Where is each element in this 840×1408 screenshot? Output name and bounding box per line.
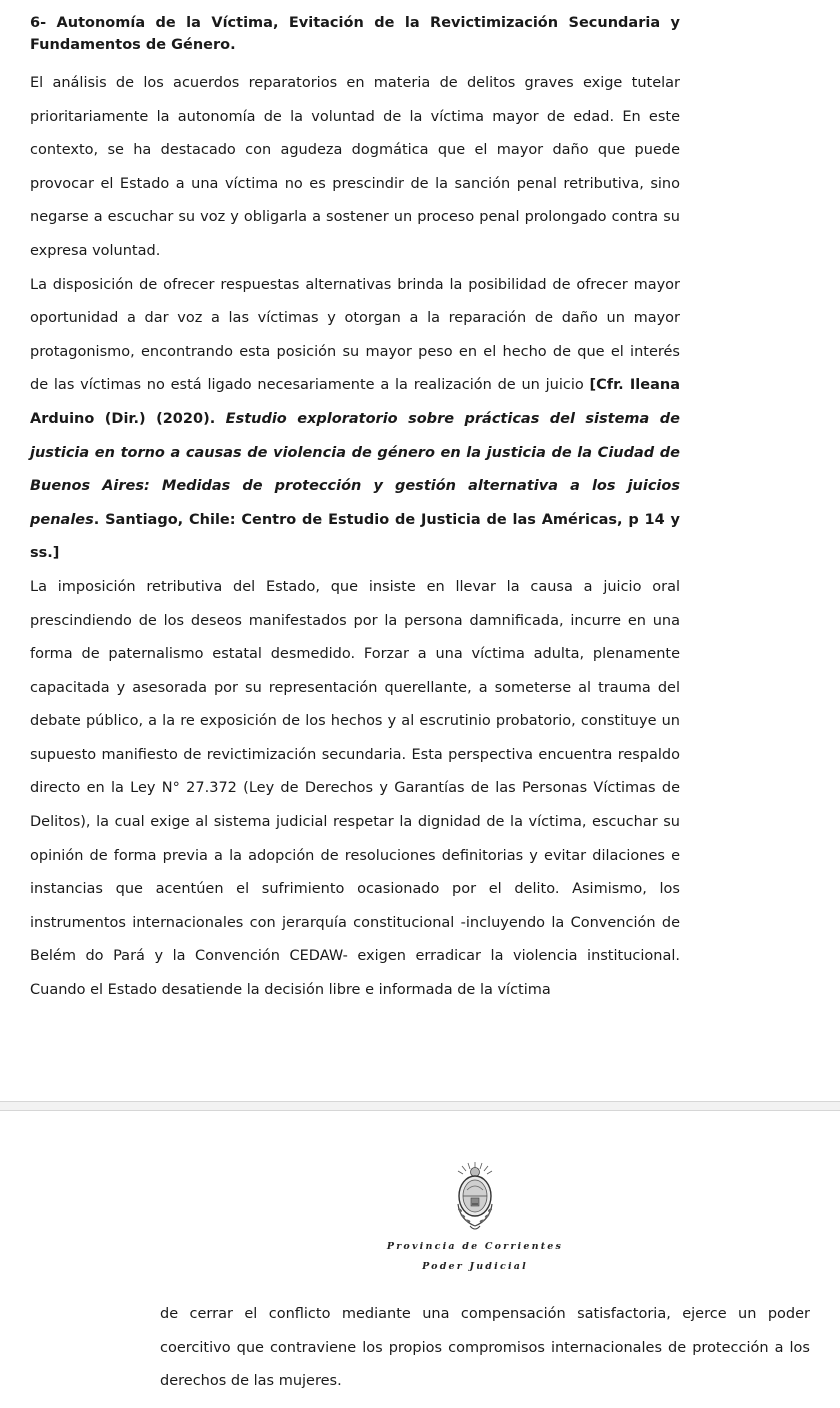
- citation-title: Estudio exploratorio sobre prácticas del sistema de justicia en torno a causas de violencia de género en la justicia de la Ciudad de Buenos Aires: Medidas de protección y gestión alternativa a los juicios penales: [30, 410, 680, 528]
- section-heading: 6- Autonomía de la Víctima, Evitación de la Revictimización Secundaria y Fundamentos de Género.: [30, 15, 680, 53]
- body-text: [30, 67, 680, 1008]
- letterhead-judiciary: Poder Judicial: [422, 1261, 528, 1272]
- citation-publisher: . Santiago, Chile: Centro de Estudio de Justicia de las Américas, p 14 y ss.]: [30, 511, 680, 562]
- coat-of-arms-icon: [452, 1160, 498, 1234]
- paragraph-autonomy: El análisis de los acuerdos reparatorios en materia de delitos graves exige tutelar prioritariamente la autonomía de la voluntad de la víctima mayor de edad. En este contexto, se ha destacado con agudeza dogmática que el mayor daño que puede provocar el Estado a una víctima no es prescindir de la sanción penal retributiva, sino negarse a escuchar su voz y obligarla a sostener un proceso penal prolongado contra su expresa voluntad.: [30, 75, 680, 259]
- paragraph-alternatives: [30, 269, 680, 571]
- page-break: [0, 1101, 840, 1111]
- letterhead-province: Provincia de Corrientes: [386, 1241, 564, 1252]
- citation-author: [Cfr. Ileana Arduino (Dir.) (2020).: [30, 377, 680, 427]
- paragraph-continuation: de cerrar el conflicto mediante una compensación satisfactoria, ejerce un poder coercitivo que contraviene los propios compromisos internacionales de protección a los derechos de las mujeres.: [160, 1306, 810, 1390]
- paragraph-alternatives-text: La disposición de ofrecer respuestas alternativas brinda la posibilidad de ofrecer mayor oportunidad a dar voz a las víctimas y otorgan a la reparación de daño un mayor protagonismo, encontrando esta posición su mayor peso en el hecho de que el interés de las víctimas no está ligado necesariamente a la realización de un juicio: [30, 276, 680, 394]
- paragraph-revictimization: La imposición retributiva del Estado, que insiste en llevar la causa a juicio oral prescindiendo de los deseos manifestados por la persona damnificada, incurre en una forma de paternalismo estatal desmedido. Forzar a una víctima adulta, plenamente capacitada y asesorada por su representación querellante, a someterse al trauma del debate público, a la re exposición de los hechos y al escrutinio probatorio, constituye un supuesto manifiesto de revictimización secundaria. Esta perspectiva encuentra respaldo directo en la Ley N° 27.372 (Ley de Derechos y Garantías de las Personas Víctimas de Delitos), la cual exige al sistema judicial respetar la dignidad de la víctima, escuchar su opinión de forma previa a la adopción de resoluciones definitorias y evitar dilaciones e instancias que acentúen el sufrimiento ocasionado por el delito. Asimismo, los instrumentos internacionales con jerarquía constitucional -incluyendo la Convención de Belém do Pará y la Convención CEDAW- exigen erradicar la violencia institucional. Cuando el Estado desatiende la decisión libre e informada de la víctima: [30, 578, 680, 999]
